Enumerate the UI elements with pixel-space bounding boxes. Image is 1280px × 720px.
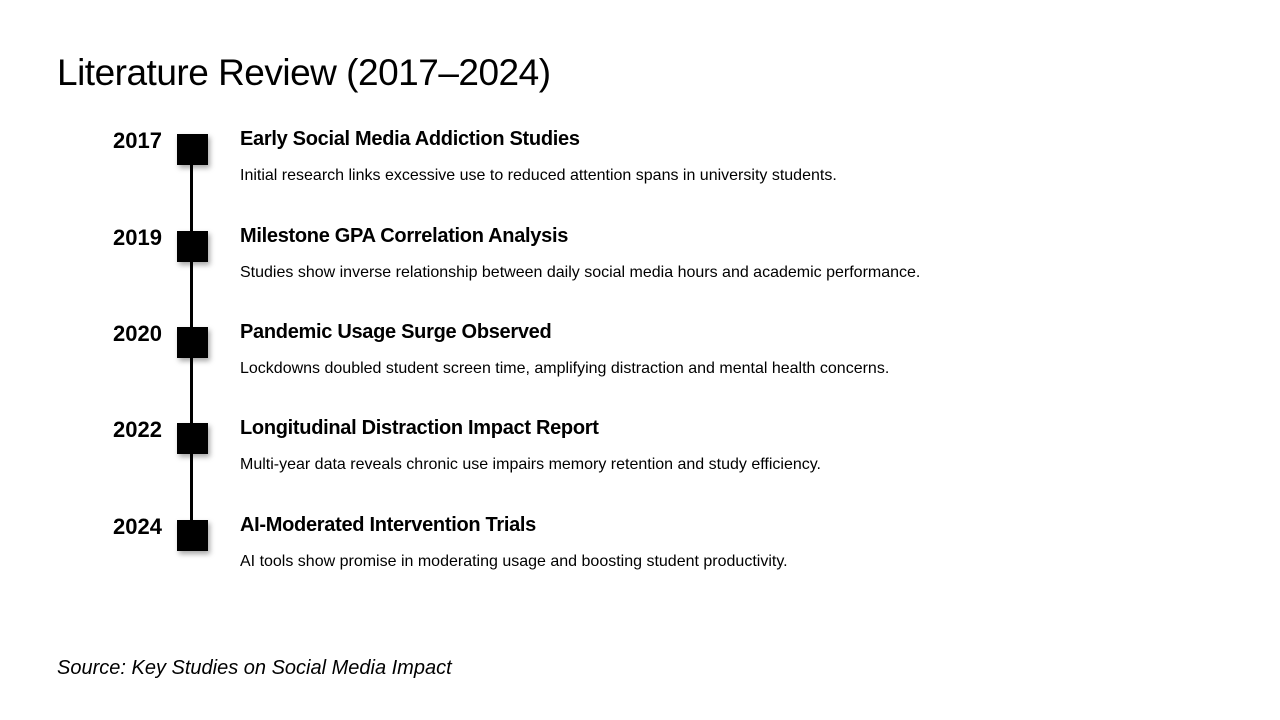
timeline-marker [177, 327, 208, 358]
timeline-description: Lockdowns doubled student screen time, amplifying distraction and mental health concerns. [240, 360, 890, 377]
timeline-marker [177, 520, 208, 551]
timeline-heading: AI-Moderated Intervention Trials [240, 514, 537, 536]
source-caption: Source: Key Studies on Social Media Impact [57, 657, 452, 679]
timeline-year: 2024 [113, 514, 162, 539]
timeline-description: Initial research links excessive use to reduced attention spans in university students. [240, 167, 837, 184]
timeline-marker [177, 423, 208, 454]
timeline-entry-2017 [0, 127, 1280, 207]
timeline-heading: Milestone GPA Correlation Analysis [240, 225, 569, 247]
timeline-heading: Early Social Media Addiction Studies [240, 128, 580, 150]
timeline-description: AI tools show promise in moderating usage and boosting student productivity. [240, 553, 788, 570]
timeline-entry-2020 [0, 320, 1280, 400]
timeline-entry-2022 [0, 416, 1280, 496]
timeline-entry-2019 [0, 224, 1280, 304]
timeline-year: 2022 [113, 417, 162, 442]
timeline-marker [177, 134, 208, 165]
timeline-year: 2020 [113, 321, 162, 346]
timeline-heading: Pandemic Usage Surge Observed [240, 321, 552, 343]
timeline-marker [177, 231, 208, 262]
timeline-description: Multi-year data reveals chronic use impairs memory retention and study efficiency. [240, 456, 821, 473]
timeline-year: 2019 [113, 225, 162, 250]
timeline-description: Studies show inverse relationship between daily social media hours and academic performance. [240, 264, 921, 281]
timeline-heading: Longitudinal Distraction Impact Report [240, 417, 599, 439]
timeline-entry-2024 [0, 513, 1280, 593]
timeline-year: 2017 [113, 128, 162, 153]
slide-title: Literature Review (2017–2024) [57, 52, 551, 93]
